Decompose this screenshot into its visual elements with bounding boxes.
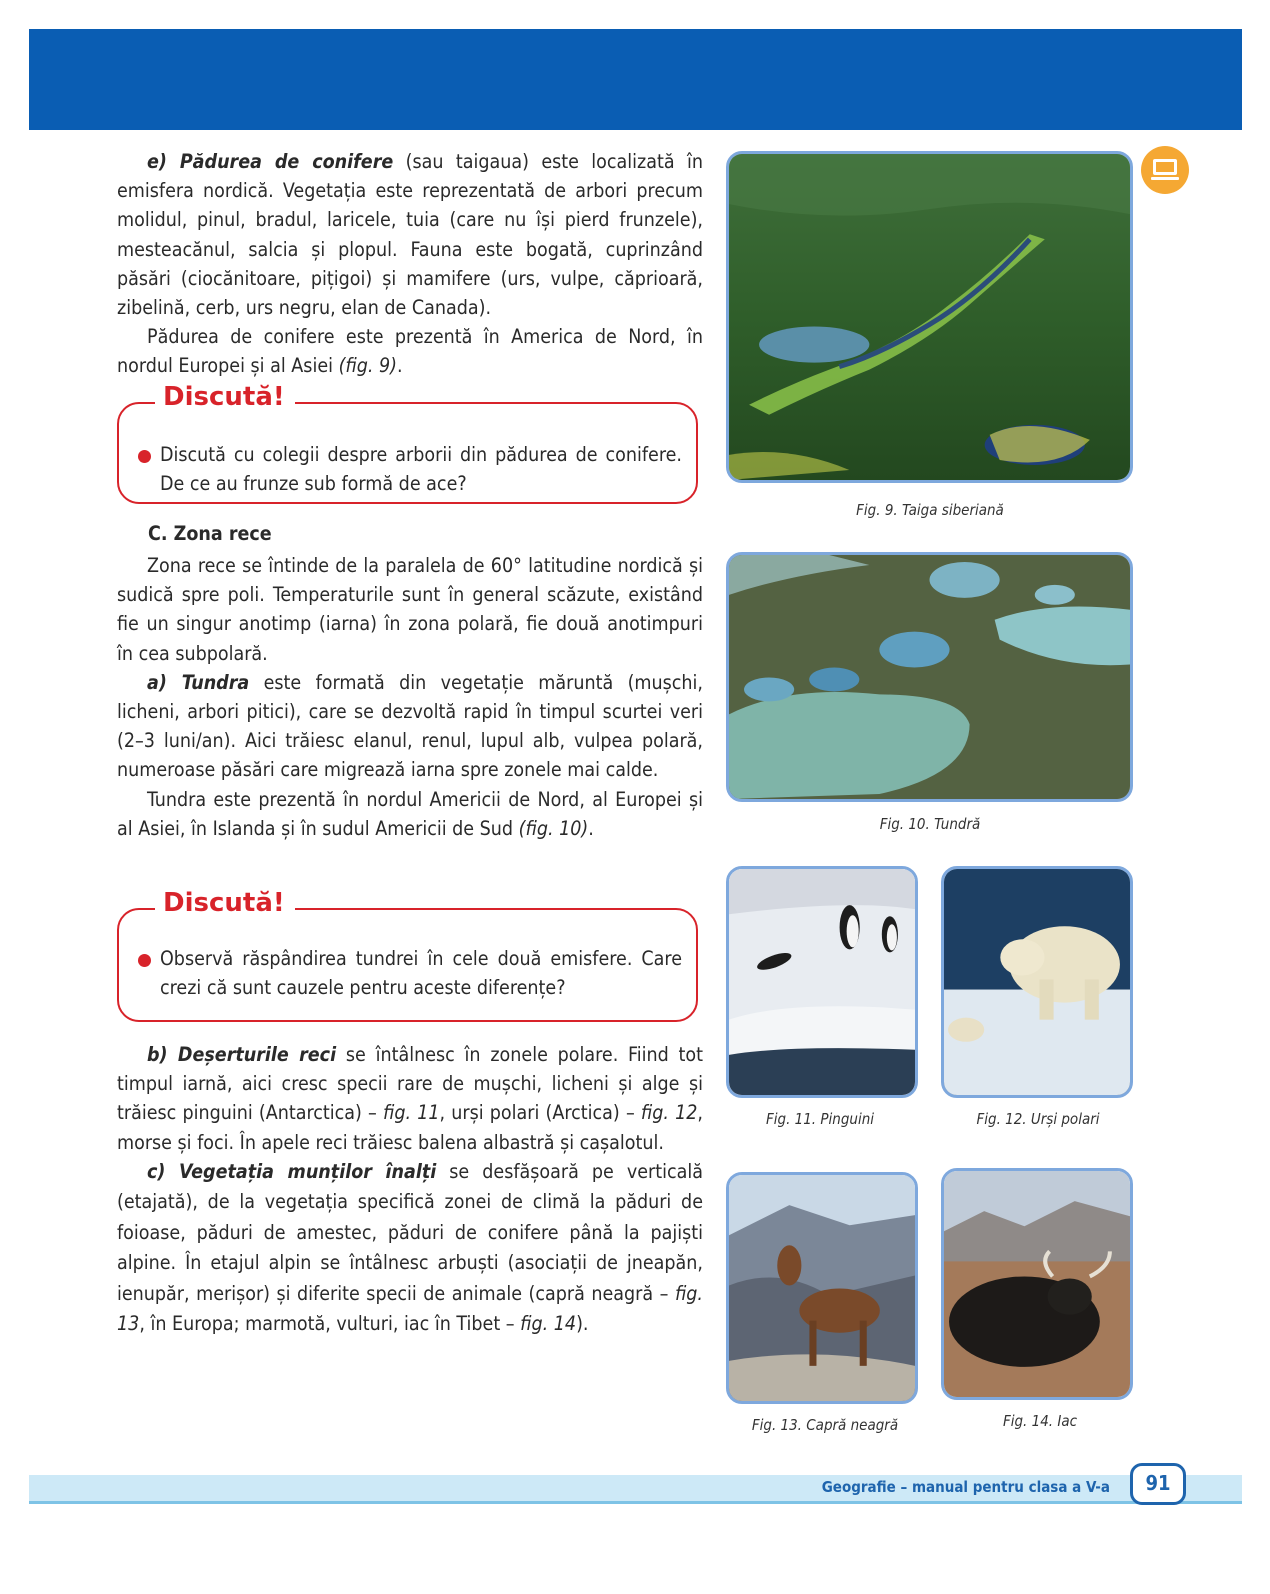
tundra-photo [726,552,1133,802]
page-number: 91 [1130,1463,1186,1505]
fig12-reference: fig. 12 [640,1101,698,1125]
fig10-reference: (fig. 10) [518,816,589,840]
cold-zone-text: Zona rece se întinde de la paralela de 60° latitudine nordică și sudică spre poli. Temperaturile sunt în general scăzute, existând fie un singur anotimp (iarna) în zona polară, fie două anotimpuri în cea subpolară. [117,554,703,665]
cold-zone-section [117,551,703,843]
yak-photo [941,1168,1133,1400]
mountains-title: c) Vegetația munților înalți [147,1159,437,1183]
caption-fig10: Fig. 10. Tundră [879,815,981,833]
discuss-text: Observă răspândirea tundrei în cele două emisfere. Care crezi că sunt cauzele pentru aceste diferențe? [160,947,682,1000]
fig13-reference: fig. 13 [117,1281,703,1336]
punctuation: . [588,816,594,840]
deserts-text: , urși polari (Arctica) – [439,1101,641,1125]
header-band [29,29,1242,130]
discuss-box-1 [117,382,698,504]
fig14-reference: fig. 14 [520,1312,577,1336]
tundra-title: a) Tundra [147,670,250,694]
penguins-photo [726,866,918,1098]
tundra-location-text: Tundra este prezentă în nordul Americii de Nord, al Europei și al Asiei, în Islanda și în sudul Americii de Sud [117,787,703,840]
tundra-text: este formată din vegetație măruntă (mușchi, licheni, arbori pitici), care se dezvoltă rapid în timpul scurtei veri (2–3 luni/an). Aici trăiesc elanul, renul, lupul alb, vulpea polară, numeroase păsări care migrează iarna spre zonele mai calde. [117,670,703,782]
coniferous-section [117,147,703,381]
discuss-box-2 [117,888,698,1022]
bullet-icon [138,450,151,463]
cold-deserts-section [117,1040,703,1340]
mountains-text: ). [576,1312,589,1336]
mountains-text: se desfășoară pe verticală (etajată), de la vegetația specifică zonei de climă la păduri de foioase, păduri de amestec, păduri de conifere până la pajiști alpine. În etajul alpin se întâlnesc arbuști (asociații de jneapăn, ienupăr, merișor) și diferite specii de animale (capră neagră – [117,1159,703,1305]
caption-fig9: Fig. 9. Taiga siberiană [856,501,1004,519]
monitor-icon[interactable] [1141,146,1189,194]
coniferous-text: (sau taigaua) este localizată în emisfera nordică. Vegetația este reprezentată de arbori precum molidul, pinul, bradul, laricele, tuia (care nu își pierd frunzele), mesteacănul, salcia și plopul. Fauna este bogată, cuprinzând păsări (ciocănitoare, pițigoi) și mamifere (urs, vulpe, căprioară, zibelină, cerb, urs negru, elan de Canada). [117,150,703,320]
discuss-title: Discută! [155,886,295,920]
cold-zone-title: C. Zona rece [148,522,272,545]
discuss-title: Discută! [155,380,295,414]
coniferous-location-text: Pădurea de conifere este prezentă în America de Nord, în nordul Europei și al Asiei [117,325,703,378]
caption-fig12: Fig. 12. Urși polari [976,1110,1100,1128]
deserts-title: b) Deșerturile reci [147,1043,337,1066]
caption-fig11: Fig. 11. Pinguini [765,1110,874,1128]
footer-book-title: Geografie – manual pentru clasa a V-a [821,1478,1110,1496]
fig9-reference: (fig. 9) [338,354,398,378]
punctuation: . [397,354,403,378]
caption-fig13: Fig. 13. Capră neagră [751,1416,899,1434]
coniferous-title: e) Pădurea de conifere [147,150,394,173]
chamois-photo [726,1172,918,1404]
mountains-text: , în Europa; marmotă, vulturi, iac în Tibet – [139,1312,521,1336]
deserts-text: se întâlnesc în zonele polare. Fiind tot timpul iarnă, aici cresc specii rare de mușchi, licheni și alge și trăiesc pinguini (Antarctica) – [117,1043,704,1125]
discuss-text: Discută cu colegii despre arborii din pădurea de conifere. De ce au frunze sub formă de ace? [160,443,682,496]
bullet-icon [138,954,151,967]
caption-fig14: Fig. 14. Iac [1002,1412,1078,1430]
polar-bears-photo [941,866,1133,1098]
taiga-photo [726,151,1133,483]
deserts-text: , morse și foci. În apele reci trăiesc balena albastră și cașalotul. [117,1101,703,1154]
fig11-reference: fig. 11 [383,1101,440,1125]
